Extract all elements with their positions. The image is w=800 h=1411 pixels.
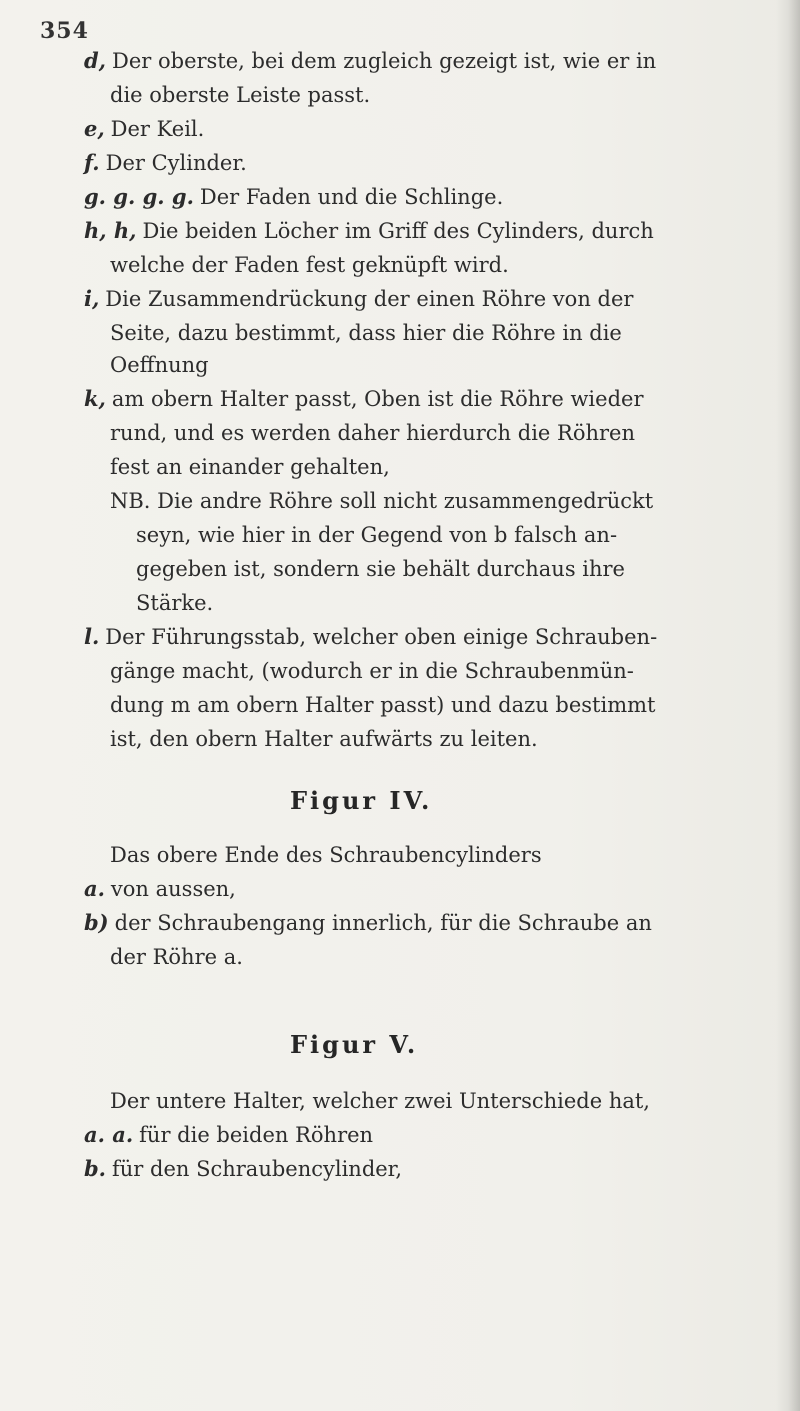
- item-text: NB. Die andre Röhre soll nicht zusammengedrückt: [110, 489, 654, 513]
- figure-v-heading: Figur V.: [290, 1030, 419, 1059]
- item-text: Oeffnung: [110, 353, 209, 377]
- text-line: [84, 874, 236, 904]
- text-line: [110, 250, 509, 280]
- item-label: a.: [84, 876, 105, 901]
- text-line: [84, 284, 633, 314]
- item-label: k,: [84, 386, 106, 411]
- text-line: [84, 384, 643, 414]
- item-text: seyn, wie hier in der Gegend von b falsch an-: [136, 523, 618, 547]
- text-line: [110, 486, 653, 516]
- text-line: [110, 350, 209, 380]
- item-text: Die Zusammendrückung der einen Röhre von der: [105, 287, 634, 311]
- item-label: e,: [84, 116, 105, 141]
- text-line: [84, 622, 657, 652]
- item-text: dung m am obern Halter passt) und dazu bestimmt: [110, 693, 656, 717]
- item-label: h, h,: [84, 218, 137, 243]
- item-text: Die beiden Löcher im Griff des Cylinders, durch: [142, 219, 654, 243]
- item-text: Stärke.: [136, 591, 214, 615]
- item-text: Der Führungsstab, welcher oben einige Schrauben-: [105, 625, 658, 649]
- text-line: [110, 452, 390, 482]
- figure-iv-heading: Figur IV.: [290, 786, 433, 815]
- item-text: rund, und es werden daher hierdurch die Röhren: [110, 421, 635, 445]
- text-line: [84, 148, 247, 178]
- item-text: Der untere Halter, welcher zwei Unterschiede hat,: [110, 1089, 650, 1113]
- item-text: der Röhre a.: [110, 945, 243, 969]
- text-line: [110, 840, 542, 870]
- item-text: welche der Faden fest geknüpft wird.: [110, 253, 509, 277]
- text-line: [110, 942, 243, 972]
- text-line: [84, 182, 503, 212]
- item-text: Der Keil.: [110, 117, 205, 141]
- text-line: [136, 520, 617, 550]
- text-line: [110, 724, 538, 754]
- item-label: l.: [84, 624, 100, 649]
- item-label: i,: [84, 286, 100, 311]
- text-line: [110, 690, 655, 720]
- text-line: [110, 80, 370, 110]
- item-text: fest an einander gehalten,: [110, 455, 390, 479]
- item-text: Der Cylinder.: [105, 151, 247, 175]
- binding-shadow: [776, 0, 800, 1411]
- item-label: d,: [84, 48, 106, 73]
- item-label: g. g. g. g.: [84, 184, 194, 209]
- text-line: [84, 114, 204, 144]
- text-line: [84, 1120, 373, 1150]
- item-text: für den Schraubencylinder,: [112, 1157, 403, 1181]
- text-line: [84, 46, 656, 76]
- item-text: von aussen,: [110, 877, 236, 901]
- text-line: [110, 318, 622, 348]
- item-label: a. a.: [84, 1122, 134, 1147]
- page-number: 354: [40, 18, 89, 44]
- item-text: der Schraubengang innerlich, für die Schraube an: [114, 911, 652, 935]
- text-line: [84, 216, 654, 246]
- text-line: [84, 908, 652, 938]
- text-line: [110, 418, 635, 448]
- item-text: ist, den obern Halter aufwärts zu leiten.: [110, 727, 538, 751]
- item-text: Der Faden und die Schlinge.: [199, 185, 504, 209]
- item-text: am obern Halter passt, Oben ist die Röhre wieder: [111, 387, 644, 411]
- text-line: [84, 1154, 402, 1184]
- item-text: gänge macht, (wodurch er in die Schraubenmün-: [110, 659, 634, 683]
- item-label: f.: [84, 150, 100, 175]
- item-text: die oberste Leiste passt.: [110, 83, 371, 107]
- item-text: Der oberste, bei dem zugleich gezeigt ist, wie er in: [112, 49, 657, 73]
- item-label: b.: [84, 1156, 106, 1181]
- item-text: für die beiden Röhren: [139, 1123, 374, 1147]
- text-line: [110, 1086, 650, 1116]
- item-text: gegeben ist, sondern sie behält durchaus ihre: [136, 557, 625, 581]
- text-line: [110, 656, 634, 686]
- item-text: Das obere Ende des Schraubencylinders: [110, 843, 542, 867]
- item-text: Seite, dazu bestimmt, dass hier die Röhre in die: [110, 321, 622, 345]
- item-label: b): [84, 910, 109, 935]
- text-line: [136, 554, 625, 584]
- text-line: [136, 588, 213, 618]
